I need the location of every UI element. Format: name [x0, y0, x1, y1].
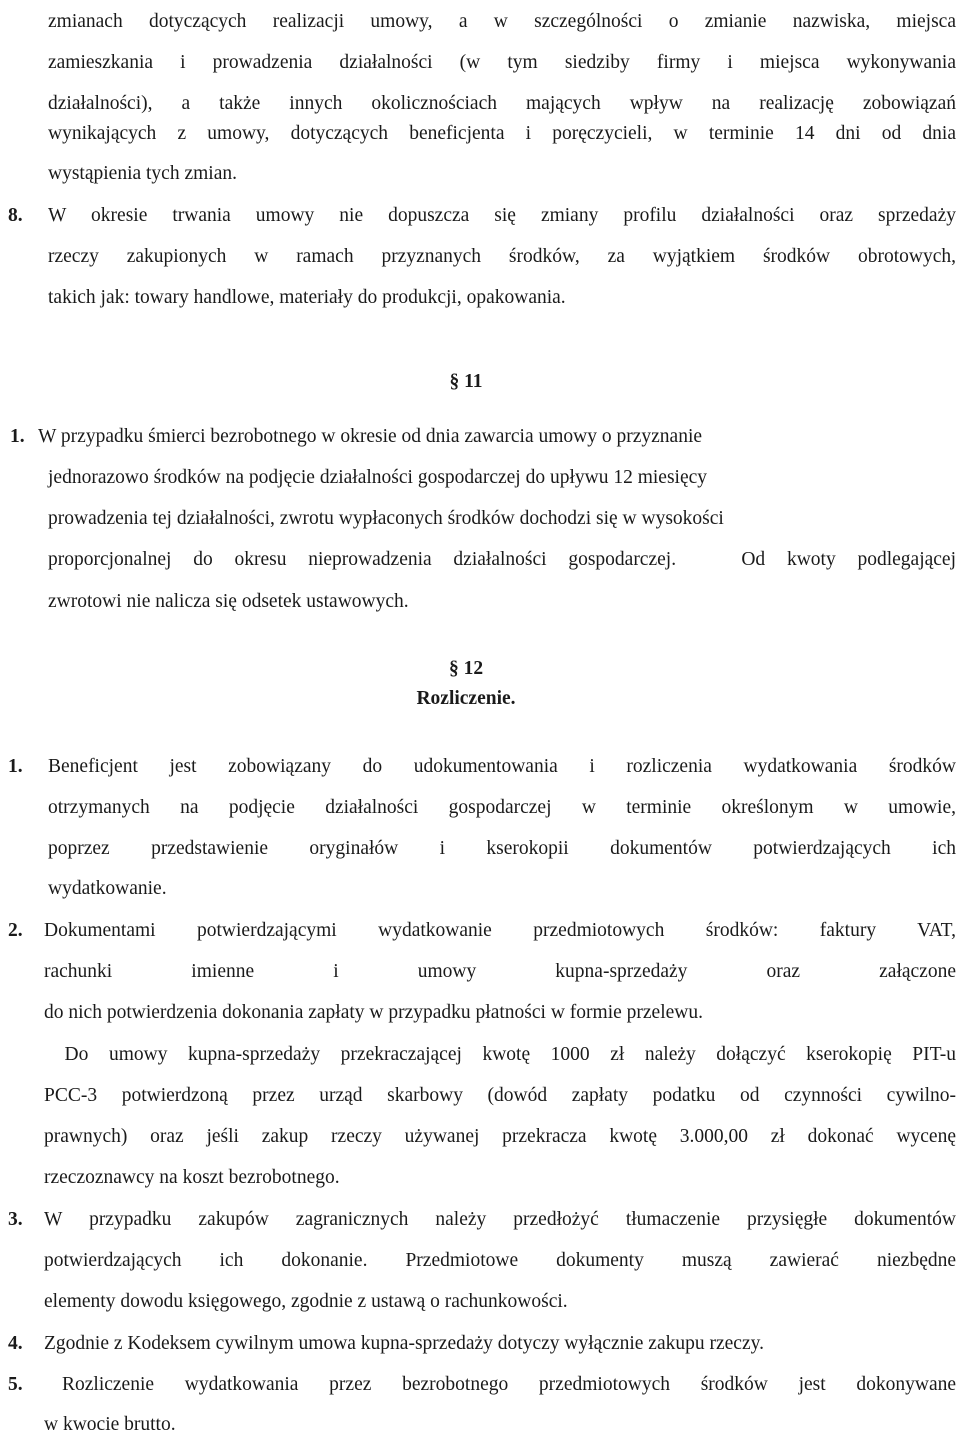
paragraph-line: potwierdzających ich dokonanie. Przedmiotowe dokumenty muszą zawierać niezbędne — [44, 1250, 956, 1271]
paragraph-line: do nich potwierdzenia dokonania zapłaty w przypadku płatności w formie przelewu. — [44, 1002, 703, 1023]
paragraph-line: jednorazowo środków na podjęcie działalności gospodarczej do upływu 12 miesięcy — [48, 467, 708, 488]
paragraph-line: poprzez przedstawienie oryginałów i kserokopii dokumentów potwierdzających ich — [48, 838, 956, 859]
paragraph-line: W przypadku zakupów zagranicznych należy przedłożyć tłumaczenie przysięgłe dokumentów — [44, 1209, 956, 1230]
paragraph-line: w kwocie brutto. — [44, 1414, 176, 1435]
paragraph-line: Rozliczenie wydatkowania przez bezrobotnego przedmiotowych środków jest dokonywane — [62, 1374, 956, 1395]
paragraph-line: Zgodnie z Kodeksem cywilnym umowa kupna-sprzedaży dotyczy wyłącznie zakupu rzeczy. — [44, 1333, 764, 1354]
section-heading: § 11 — [449, 371, 483, 392]
item-number: 8. — [8, 205, 23, 226]
paragraph-line: prowadzenia tej działalności, zwrotu wypłaconych środków dochodzi się w wysokości — [48, 508, 724, 529]
paragraph-line: W przypadku śmierci bezrobotnego w okresie od dnia zawarcia umowy o przyznanie — [38, 426, 703, 447]
paragraph-line: W okresie trwania umowy nie dopuszcza się zmiany profilu działalności oraz sprzedaży — [48, 205, 956, 226]
section-title: Rozliczenie. — [416, 688, 516, 709]
paragraph-line: PCC-3 potwierdzoną przez urząd skarbowy (dowód zapłaty podatku od czynności cywilno- — [44, 1085, 956, 1106]
item-number: 2. — [8, 920, 23, 941]
paragraph-line: wynikających z umowy, dotyczących beneficjenta i poręczycieli, w terminie 14 dni od dnia — [48, 123, 956, 144]
paragraph-line: otrzymanych na podjęcie działalności gospodarczej w terminie określonym w umowie, — [48, 797, 956, 818]
paragraph-line: rzeczoznawcy na koszt bezrobotnego. — [44, 1167, 340, 1188]
paragraph-line: działalności), a także innych okolicznościach mających wpływ na realizację zobowiązań — [48, 93, 956, 114]
item-number: 3. — [8, 1209, 23, 1230]
paragraph-line: wydatkowanie. — [48, 878, 167, 899]
paragraph-line: zwrotowi nie nalicza się odsetek ustawowych. — [48, 591, 409, 612]
paragraph-line: zamieszkania i prowadzenia działalności (w tym siedziby firmy i miejsca wykonywania — [48, 52, 956, 73]
paragraph-line: takich jak: towary handlowe, materiały do produkcji, opakowania. — [48, 287, 566, 308]
paragraph-line: Do umowy kupna-sprzedaży przekraczającej kwotę 1000 zł należy dołączyć kserokopię PIT-u — [44, 1044, 956, 1065]
item-number: 5. — [8, 1374, 23, 1395]
paragraph-line: zmianach dotyczących realizacji umowy, a w szczególności o zmianie nazwiska, miejsca — [48, 11, 956, 32]
section-heading: § 12 — [448, 658, 484, 679]
paragraph-line: proporcjonalnej do okresu nieprowadzenia działalności gospodarczej. Od kwoty podlegającej — [48, 549, 956, 570]
item-number: 1. — [10, 426, 25, 447]
paragraph-line: Beneficjent jest zobowiązany do udokumentowania i rozliczenia wydatkowania środków — [48, 756, 956, 777]
paragraph-line: Dokumentami potwierdzającymi wydatkowanie przedmiotowych środków: faktury VAT, — [44, 920, 956, 941]
paragraph-line: prawnych) oraz jeśli zakup rzeczy używanej przekracza kwotę 3.000,00 zł dokonać wycenę — [44, 1126, 956, 1147]
paragraph-line: elementy dowodu księgowego, zgodnie z ustawą o rachunkowości. — [44, 1291, 568, 1312]
paragraph-line: rzeczy zakupionych w ramach przyznanych środków, za wyjątkiem środków obrotowych, — [48, 246, 956, 267]
item-number: 4. — [8, 1333, 23, 1354]
item-number: 1. — [8, 756, 23, 777]
paragraph-line: wystąpienia tych zmian. — [48, 163, 237, 184]
paragraph-line: rachunki imienne i umowy kupna-sprzedaży oraz załączone — [44, 961, 956, 982]
